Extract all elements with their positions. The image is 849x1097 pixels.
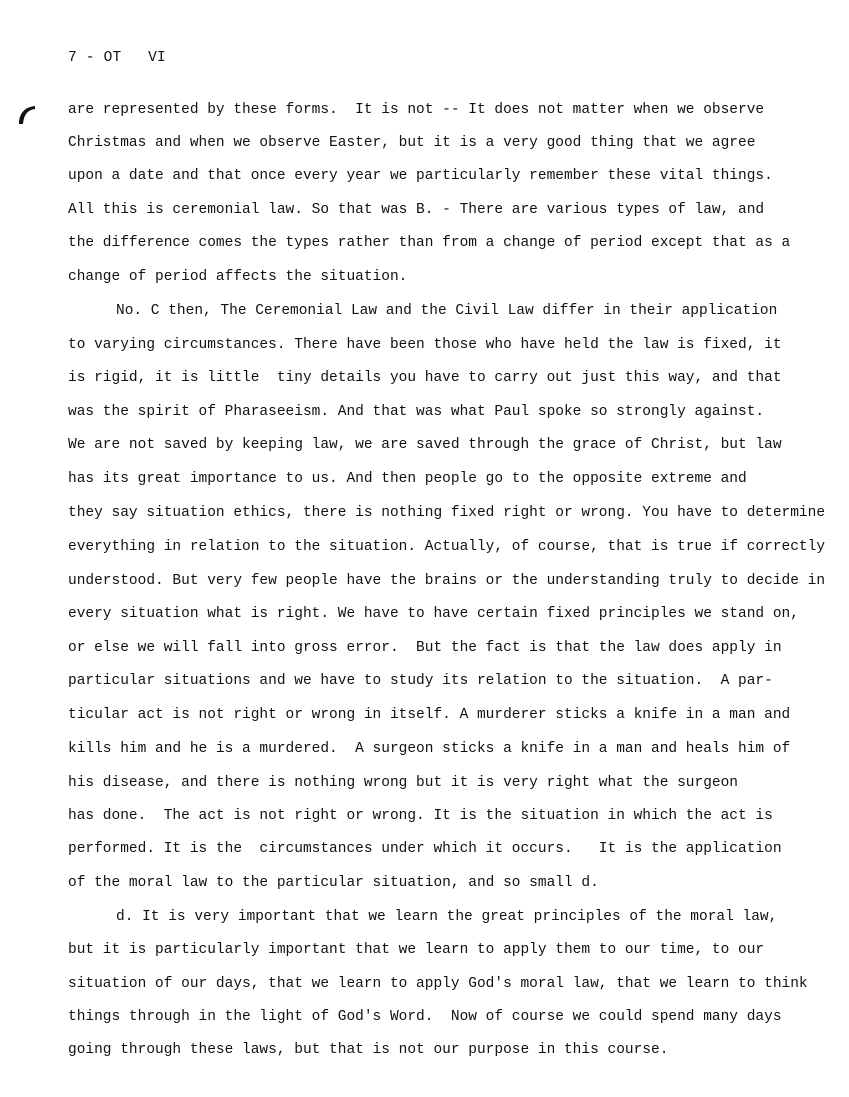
text-line: particular situations and we have to study its relation to the situation. A par-	[68, 673, 773, 689]
text-line: but it is particularly important that we learn to apply them to our time, to our	[68, 942, 765, 958]
text-line: Christmas and when we observe Easter, but it is a very good thing that we agree	[68, 135, 756, 151]
text-line: We are not saved by keeping law, we are saved through the grace of Christ, but law	[68, 437, 782, 453]
text-line: of the moral law to the particular situation, and so small d.	[68, 875, 599, 891]
text-line: are represented by these forms. It is not -- It does not matter when we observe	[68, 102, 765, 118]
text-line: has its great importance to us. And then people go to the opposite extreme and	[68, 471, 747, 487]
text-line: they say situation ethics, there is nothing fixed right or wrong. You have to determine	[68, 505, 826, 521]
text-line: things through in the light of God's Word. Now of course we could spend many days	[68, 1009, 782, 1025]
text-line: everything in relation to the situation. Actually, of course, that is true if correctly	[68, 539, 826, 555]
text-line: change of period affects the situation.	[68, 269, 408, 285]
text-line: the difference comes the types rather than from a change of period except that as a	[68, 235, 791, 251]
corner-mark-icon	[18, 104, 36, 126]
text-line: to varying circumstances. There have been those who have held the law is fixed, it	[68, 337, 782, 353]
text-line: understood. But very few people have the brains or the understanding truly to decide in	[68, 573, 826, 589]
text-line: No. C then, The Ceremonial Law and the Civil Law differ in their application	[116, 303, 778, 319]
text-line: going through these laws, but that is not our purpose in this course.	[68, 1042, 669, 1058]
text-line: every situation what is right. We have to have certain fixed principles we stand on,	[68, 606, 799, 622]
text-line: upon a date and that once every year we particularly remember these vital things.	[68, 168, 773, 184]
text-line: ticular act is not right or wrong in itself. A murderer sticks a knife in a man and	[68, 707, 791, 723]
text-line: performed. It is the circumstances under which it occurs. It is the application	[68, 841, 782, 857]
text-line: his disease, and there is nothing wrong but it is very right what the surgeon	[68, 775, 739, 791]
text-line: d. It is very important that we learn the great principles of the moral law,	[116, 909, 778, 925]
text-line: or else we will fall into gross error. But the fact is that the law does apply in	[68, 640, 782, 656]
text-line: All this is ceremonial law. So that was B. - There are various types of law, and	[68, 202, 765, 218]
text-line: has done. The act is not right or wrong. It is the situation in which the act is	[68, 808, 773, 824]
text-line: was the spirit of Pharaseeism. And that was what Paul spoke so strongly against.	[68, 404, 765, 420]
text-line: kills him and he is a murdered. A surgeon sticks a knife in a man and heals him of	[68, 741, 791, 757]
text-line: is rigid, it is little tiny details you have to carry out just this way, and that	[68, 370, 782, 386]
page-header: 7 - OT VI	[68, 50, 166, 66]
text-line: situation of our days, that we learn to apply God's moral law, that we learn to think	[68, 976, 808, 992]
